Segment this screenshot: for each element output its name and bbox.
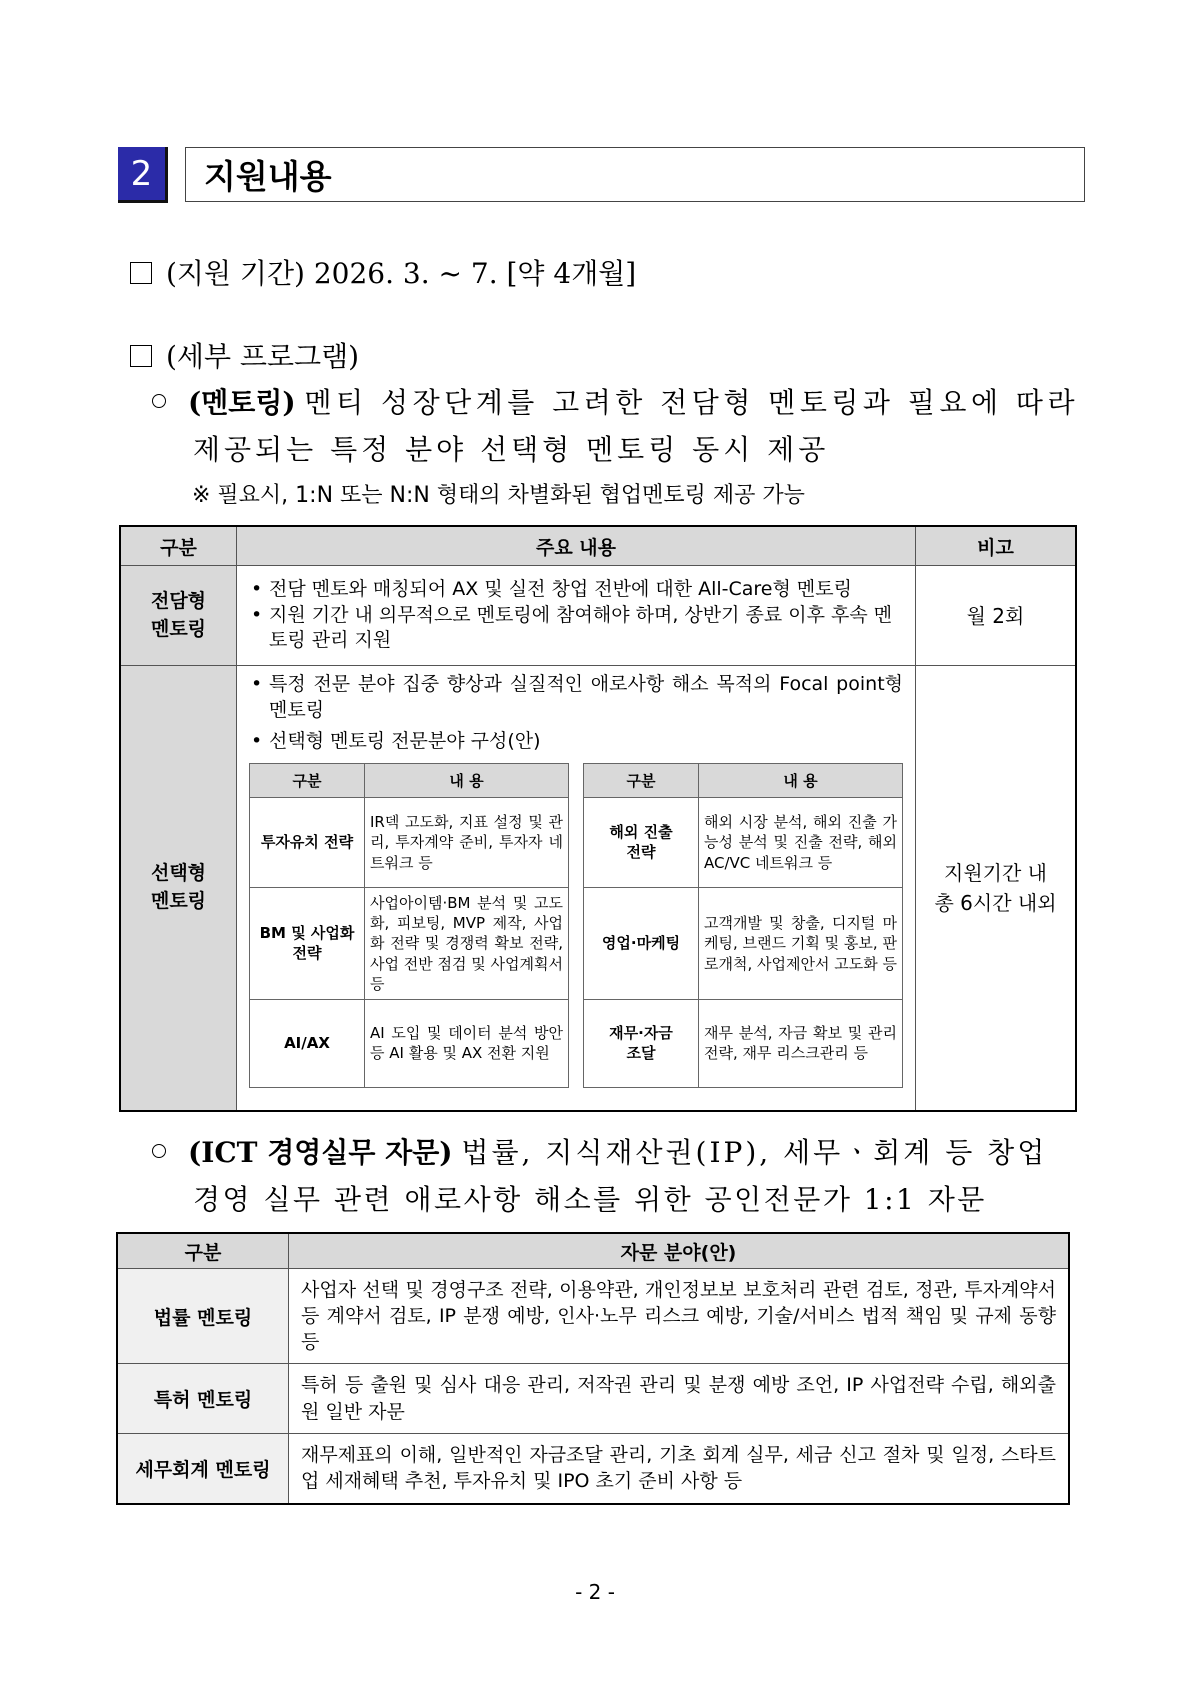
section-title: 지원내용	[204, 157, 332, 196]
header-content: 주요 내용	[237, 526, 916, 566]
row-category: 법률 멘토링	[117, 1269, 289, 1364]
circle-bullet-icon	[152, 1144, 166, 1158]
inner-name: 투자유치 전략	[250, 797, 365, 887]
row2-bullet-2: • 선택형 멘토링 전문분야 구성(안)	[247, 729, 905, 755]
inner-row	[584, 887, 903, 999]
page-number: - 2 -	[575, 1580, 615, 1604]
row1-category: 전담형 멘토링	[120, 566, 237, 666]
mentoring-line-2	[193, 428, 829, 468]
inner-desc: AI 도입 및 데이터 분석 방안 등 AI 활용 및 AX 전환 지원	[365, 999, 569, 1087]
inner-desc: 사업아이템·BM 분석 및 고도화, 피보팅, MVP 제작, 사업화 전략 및 경쟁력 확보 전략, 사업 전반 점검 및 사업계획서 등	[365, 887, 569, 999]
mentoring-text-2: 제공되는 특정 분야 선택형 멘토링 동시 제공	[193, 433, 830, 466]
row1-bullet-2: • 지원 기간 내 의무적으로 멘토링에 참여해야 하며, 상반기 종료 이후 후속 멘토링 관리 지원	[247, 603, 905, 654]
row-desc: 재무제표의 이해, 일반적인 자금조달 관리, 기초 회계 실무, 세금 신고 절차 및 일정, 스타트업 세재혜택 추천, 투자유치 및 IPO 초기 준비 사항 등	[289, 1434, 1070, 1504]
inner-name: 해외 진출 전략	[584, 797, 699, 887]
program-line	[130, 335, 359, 375]
mentoring-label: (멘토링)	[188, 386, 296, 419]
inner-desc: 해외 시장 분석, 해외 진출 가능성 분석 및 진출 전략, 해외 AC/VC 네트워크 등	[699, 797, 903, 887]
inner-row	[584, 999, 903, 1087]
table-header-row	[117, 1233, 1069, 1269]
table-row	[120, 566, 1076, 666]
inner-header-category: 구분	[250, 763, 365, 797]
inner-desc: IR덱 고도화, 지표 설정 및 관리, 투자계약 준비, 투자자 네트워크 등	[365, 797, 569, 887]
row-desc: 특허 등 출원 및 심사 대응 관리, 저작권 관리 및 분쟁 예방 조언, IP 사업전략 수립, 해외출원 일반 자문	[289, 1364, 1070, 1434]
inner-row	[250, 797, 569, 887]
inner-header-category: 구분	[584, 763, 699, 797]
table-row	[117, 1269, 1069, 1364]
square-bullet-icon	[130, 345, 152, 367]
row1-content	[237, 566, 916, 666]
inner-name: 재무·자금 조달	[584, 999, 699, 1087]
ict-text-1: 법률, 지식재산권(IP), 세무ㆍ회계 등 창업	[461, 1136, 1048, 1169]
row2-content	[237, 666, 916, 1111]
mentoring-line-1	[152, 381, 1082, 421]
mentoring-note	[192, 478, 805, 509]
inner-table-right	[583, 763, 903, 1088]
mentoring-text-1: 멘티 성장단계를 고려한 전담형 멘토링과 필요에 따라	[304, 386, 1080, 419]
inner-row	[250, 999, 569, 1087]
table-header-row	[120, 526, 1076, 566]
inner-table-left	[249, 763, 569, 1088]
ict-text-2: 경영 실무 관련 애로사항 해소를 위한 공인전문가 1:1 자문	[193, 1183, 987, 1216]
inner-name: AI/AX	[250, 999, 365, 1087]
row1-bullet-1: • 전담 멘토와 매칭되어 AX 및 실전 창업 전반에 대한 All-Care형 멘토링	[247, 577, 905, 603]
inner-row	[250, 887, 569, 999]
row-desc: 사업자 선택 및 경영구조 전략, 이용약관, 개인정보보 보호처리 관련 검토, 정관, 투자계약서 등 계약서 검토, IP 분쟁 예방, 인사·노무 리스크 예방, 기술/서비스 법적 책임 및 규제 동향 등	[289, 1269, 1070, 1364]
ict-line-1	[152, 1131, 1082, 1171]
ict-label: (ICT 경영실무 자문)	[188, 1136, 453, 1169]
mentoring-note-text: ※ 필요시, 1:N 또는 N:N 형태의 차별화된 협업멘토링 제공 가능	[192, 483, 805, 508]
inner-header-content: 내 용	[365, 763, 569, 797]
table-row	[120, 666, 1076, 1111]
period-label: (지원 기간)	[166, 257, 305, 290]
section-title-box	[185, 147, 1085, 202]
consulting-table	[116, 1232, 1070, 1505]
row2-bullet-1: • 특정 전문 분야 집중 향상과 실질적인 애로사항 해소 목적의 Focal point형 멘토링	[247, 672, 905, 723]
square-bullet-icon	[130, 262, 152, 284]
mentoring-table	[119, 525, 1077, 1112]
header-category: 구분	[120, 526, 237, 566]
inner-desc: 고객개발 및 창출, 디지털 마케팅, 브랜드 기획 및 홍보, 판로개척, 사업제안서 고도화 등	[699, 887, 903, 999]
program-label: (세부 프로그램)	[166, 340, 360, 373]
inner-name: BM 및 사업화 전략	[250, 887, 365, 999]
ict-line-2	[193, 1178, 987, 1218]
period-line	[130, 252, 636, 292]
header-field: 자문 분야(안)	[289, 1233, 1070, 1269]
table-row	[117, 1434, 1069, 1504]
period-text: 2026. 3. ~ 7. [약 4개월]	[313, 257, 637, 290]
section-number: 2	[130, 153, 153, 194]
inner-desc: 재무 분석, 자금 확보 및 관리 전략, 재무 리스크관리 등	[699, 999, 903, 1087]
row2-memo: 지원기간 내 총 6시간 내외	[916, 666, 1077, 1111]
inner-header-content: 내 용	[699, 763, 903, 797]
row1-memo: 월 2회	[916, 566, 1077, 666]
header-category: 구분	[117, 1233, 289, 1269]
inner-row	[584, 797, 903, 887]
row2-category: 선택형 멘토링	[120, 666, 237, 1111]
section-number-badge	[118, 147, 168, 203]
circle-bullet-icon	[152, 394, 166, 408]
table-row	[117, 1364, 1069, 1434]
header-memo: 비고	[916, 526, 1077, 566]
row-category: 특허 멘토링	[117, 1364, 289, 1434]
inner-name: 영업·마케팅	[584, 887, 699, 999]
row-category: 세무회계 멘토링	[117, 1434, 289, 1504]
inner-tables	[247, 763, 905, 1088]
